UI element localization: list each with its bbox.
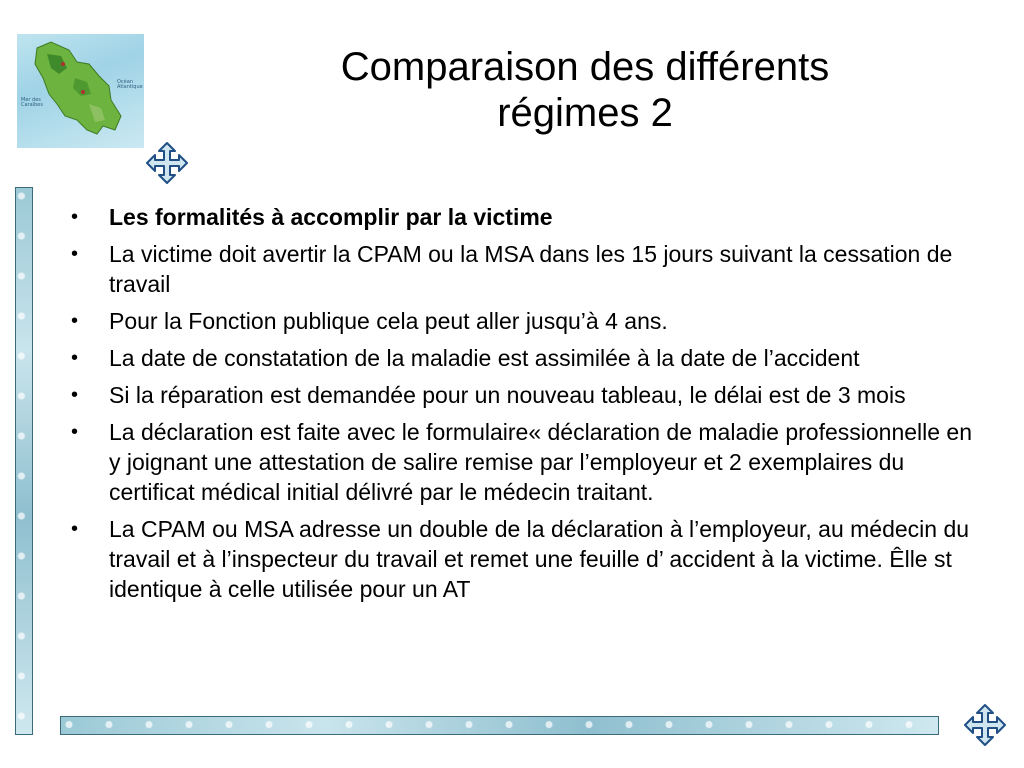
list-item xyxy=(66,417,976,507)
list-item-text: La date de constatation de la maladie est assimilée à la date de l’accident xyxy=(109,345,860,371)
navigation-arrows-top-button[interactable] xyxy=(145,141,189,185)
navigation-arrows-bottom-button[interactable] xyxy=(963,703,1007,747)
list-item xyxy=(66,239,976,299)
martinique-map-image xyxy=(17,34,144,148)
list-item-text: La déclaration est faite avec le formulaire« déclaration de maladie professionnelle en y joignant une attestation de salire remise par l’employeur et 2 exemplaires du certificat médical initial délivré par le médecin traitant. xyxy=(109,419,973,505)
bullet-marker: • xyxy=(71,347,79,369)
list-item xyxy=(66,306,976,336)
title-line-1: Comparaison des différents xyxy=(340,45,830,89)
bullet-marker: • xyxy=(71,206,79,228)
bullet-marker: • xyxy=(71,243,79,265)
list-item-text: La victime doit avertir la CPAM ou la MSA dans les 15 jours suivant la cessation de travail xyxy=(109,241,953,297)
bullet-marker: • xyxy=(71,518,79,540)
list-item-text: Si la réparation est demandée pour un nouveau tableau, le délai est de 3 mois xyxy=(109,382,906,408)
title-line-2: régimes 2 xyxy=(497,91,673,135)
map-label-right: Océan Atlantique xyxy=(117,79,143,90)
list-item-text: Les formalités à accomplir par la victime xyxy=(109,204,553,230)
list-item xyxy=(66,343,976,373)
list-item xyxy=(66,380,976,410)
bullet-marker: • xyxy=(71,384,79,406)
bullet-list xyxy=(66,202,976,604)
map-illustration xyxy=(17,34,144,148)
bullet-marker: • xyxy=(71,310,79,332)
page-title xyxy=(250,44,920,136)
list-item-text: La CPAM ou MSA adresse un double de la déclaration à l’employeur, au médecin du travail et à l’inspecteur du travail et remet une feuille d’ accident à la victime. Êlle st identique à celle utilisée pour un AT xyxy=(109,516,970,602)
decorative-vertical-bar xyxy=(15,187,33,735)
four-way-arrows-icon xyxy=(963,703,1007,747)
map-label-left: Mer des Caraïbes xyxy=(21,97,43,108)
bullet-marker: • xyxy=(71,421,79,443)
list-item xyxy=(66,514,976,604)
decorative-horizontal-bar xyxy=(60,716,939,735)
list-item-text: Pour la Fonction publique cela peut aller jusqu’à 4 ans. xyxy=(109,308,668,334)
list-item xyxy=(66,202,976,232)
four-way-arrows-icon xyxy=(145,141,189,185)
